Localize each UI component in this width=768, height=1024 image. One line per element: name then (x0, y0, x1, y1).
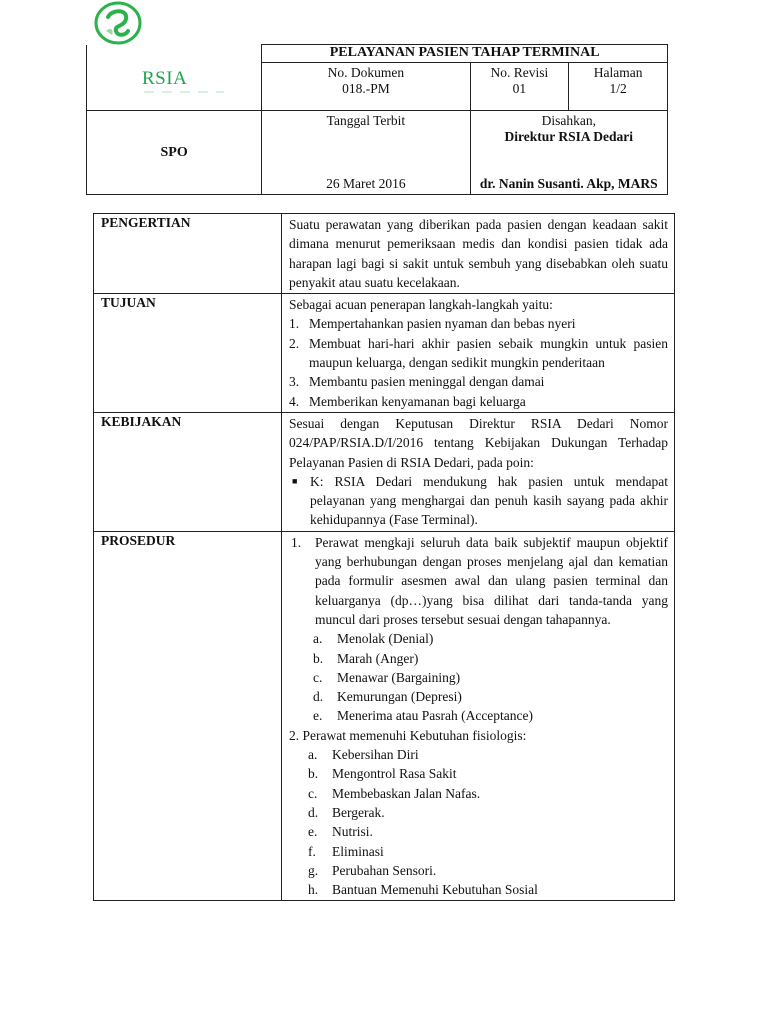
list-item-letter: a. (308, 747, 318, 763)
list-item-text: Eliminasi (332, 843, 384, 859)
doc-number-label: No. Dokumen (327, 65, 405, 80)
list-item-text: Kemurungan (Depresi) (337, 689, 462, 705)
issue-date-label: Tanggal Terbit (326, 113, 406, 128)
list-item-text: Bergerak. (332, 804, 385, 820)
org-subtitle-decoration (144, 91, 224, 93)
list-item (289, 803, 668, 822)
kebijakan-content (282, 412, 675, 531)
list-item (289, 372, 668, 391)
list-item (289, 764, 668, 783)
revision-value: 01 (512, 81, 527, 96)
list-item-letter: e. (313, 708, 323, 724)
pengertian-text: Suatu perawatan yang diberikan pada pasien dengan keadaan sakit dimana menurut pemeriksaan medis dan kondisi pasien tidak ada harapan lagi bagi si sakit untuk sembuh yang disebabkan oleh suatu penyakit atau suatu kecelakaan. (282, 214, 675, 294)
tujuan-content (282, 294, 675, 413)
list-item-letter: e. (308, 824, 318, 840)
list-item-text: Marah (Anger) (337, 650, 419, 666)
row-pengertian (94, 214, 675, 294)
list-item (289, 822, 668, 841)
revision-cell (470, 63, 569, 111)
step-2-sublist (289, 745, 668, 899)
kebijakan-bullet-item (289, 472, 668, 530)
spo-content-table (93, 213, 675, 901)
list-item-letter: d. (308, 804, 319, 820)
list-item-text: Membantu pasien meninggal dengan damai (309, 374, 545, 390)
row-kebijakan (94, 412, 675, 531)
approval-name: dr. Nanin Susanti. Akp, MARS (479, 176, 658, 191)
pengertian-label: PENGERTIAN (94, 214, 282, 294)
doc-number-value: 018.-PM (342, 81, 390, 96)
prosedur-label: PROSEDUR (94, 531, 282, 901)
list-item (289, 334, 668, 373)
step-1-sublist (289, 629, 668, 725)
approval-role: Direktur RSIA Dedari (504, 129, 634, 144)
row-prosedur (94, 531, 675, 901)
rsia-leaf-logo-icon (94, 1, 142, 45)
revision-label: No. Revisi (490, 65, 549, 80)
approval-label: Disahkan, (541, 113, 596, 128)
list-item-text: Menawar (Bargaining) (337, 669, 461, 685)
list-item (289, 861, 668, 880)
list-item (289, 687, 668, 706)
kebijakan-label: KEBIJAKAN (94, 412, 282, 531)
kebijakan-bullet-text: K: RSIA Dedari mendukung hak pasien untuk mendapat pelayanan yang menghargai dan penuh kasih sayang pada akhir kehidupannya (Fase Terminal). (310, 473, 668, 528)
list-item-number: 3. (289, 374, 300, 390)
page-label: Halaman (593, 65, 643, 80)
list-item-text: Memberikan kenyamanan bagi keluarga (309, 393, 526, 409)
list-item-number: 2. (289, 335, 300, 351)
list-item-text: Mempertahankan pasien nyaman dan bebas nyeri (309, 316, 576, 332)
list-item-text: Membebaskan Jalan Nafas. (332, 785, 481, 801)
list-item-number: 4. (289, 393, 300, 409)
spo-label: SPO (87, 111, 262, 195)
list-item-number: 1. (289, 316, 300, 332)
list-item-text: Menerima atau Pasrah (Acceptance) (337, 708, 534, 724)
org-logo-cell (87, 45, 262, 111)
square-bullet-icon: ■ (292, 475, 298, 486)
list-item (289, 649, 668, 668)
list-item-letter: c. (308, 785, 318, 801)
list-item-text: Nutrisi. (332, 824, 373, 840)
list-item-text: Mengontrol Rasa Sakit (332, 766, 457, 782)
list-item-text: Bantuan Memenuhi Kebutuhan Sosial (332, 882, 538, 898)
document-header-table (86, 44, 668, 195)
page-value: 1/2 (609, 81, 627, 96)
list-item (289, 314, 668, 333)
list-item (289, 668, 668, 687)
document-title: PELAYANAN PASIEN TAHAP TERMINAL (262, 45, 668, 63)
kebijakan-text: Sesuai dengan Keputusan Direktur RSIA Dedari Nomor 024/PAP/RSIA.D/I/2016 tentang Kebijakan Dukungan Terhadap Pelayanan Pasien di RSIA Dedari, pada poin: (289, 415, 668, 470)
approval-cell (470, 111, 667, 195)
list-item (289, 842, 668, 861)
list-item-text: Kebersihan Diri (332, 747, 419, 763)
list-item-letter: d. (313, 689, 324, 705)
issue-date-cell (262, 111, 470, 195)
prosedur-step-1 (289, 533, 668, 629)
page-cell (569, 63, 668, 111)
list-item-letter: b. (308, 766, 319, 782)
list-item-letter: h. (308, 882, 319, 898)
list-item-letter: a. (313, 631, 323, 647)
list-item (289, 784, 668, 803)
issue-date-value: 26 Maret 2016 (326, 176, 406, 191)
prosedur-content (282, 531, 675, 901)
list-item-text: Menolak (Denial) (337, 631, 434, 647)
step-1-text: Perawat mengkaji seluruh data baik subjektif maupun objektif yang berhubungan dengan proses menjelang ajal dan kematian pada formulir asesmen awal dan ulang pasien terminal dan keluarganya (dp…)yang bisa dilihat dari tanda-tanda yang muncul dari proses tersebut sesuai dengan tahapannya. (315, 534, 668, 627)
list-item-text: Perubahan Sensori. (332, 862, 437, 878)
tujuan-intro: Sebagai acuan penerapan langkah-langkah yaitu: (289, 297, 553, 313)
list-item (289, 880, 668, 899)
tujuan-list (289, 314, 668, 410)
list-item (289, 629, 668, 648)
list-item-text: Membuat hari-hari akhir pasien sebaik mungkin untuk pasien maupun keluarga, dengan sedikit mungkin penderitaan (309, 335, 668, 371)
list-item (289, 706, 668, 725)
list-item-letter: f. (308, 843, 316, 859)
org-name: RSIA (142, 67, 188, 89)
list-item (289, 745, 668, 764)
doc-number-cell (262, 63, 470, 111)
tujuan-label: TUJUAN (94, 294, 282, 413)
step-1-number: 1. (291, 534, 302, 550)
list-item (289, 392, 668, 411)
list-item-letter: c. (313, 669, 323, 685)
list-item-letter: g. (308, 862, 319, 878)
row-tujuan (94, 294, 675, 413)
list-item-letter: b. (313, 650, 324, 666)
step-2-text: 2. Perawat memenuhi Kebutuhan fisiologis: (289, 727, 527, 743)
